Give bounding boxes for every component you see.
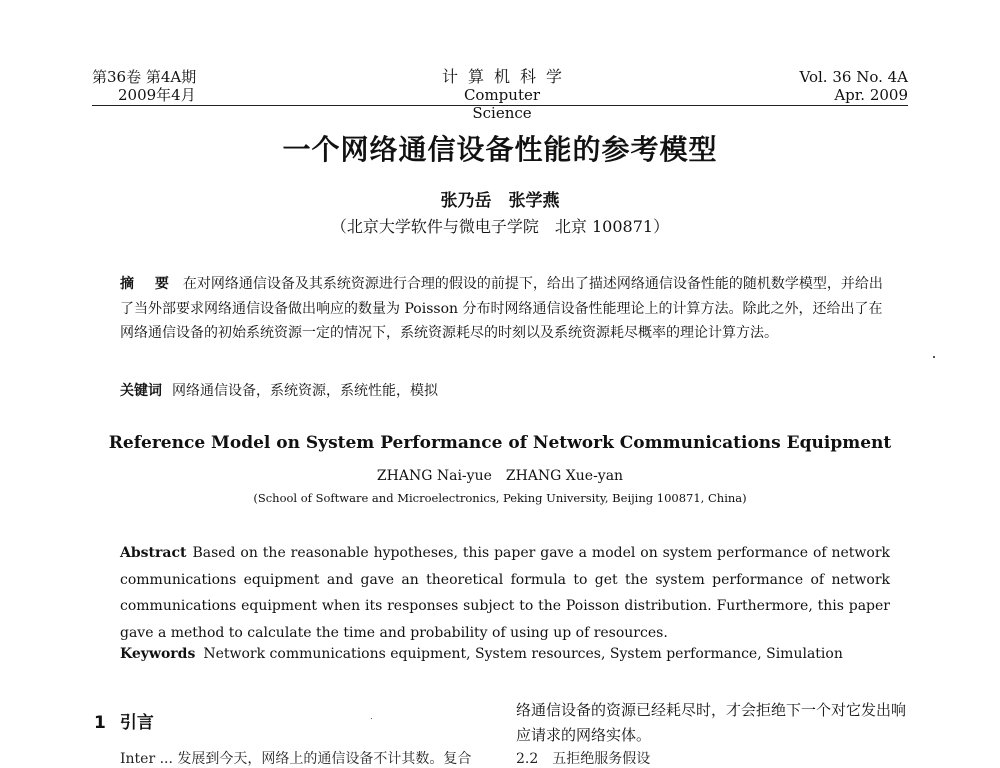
volume-cn: 第36卷 第4A期 xyxy=(92,68,197,86)
abstract-cn-label: 摘 要 xyxy=(120,276,177,292)
keywords-en xyxy=(120,646,890,662)
keywords-cn-text: 网络通信设备，系统资源，系统性能，模拟 xyxy=(172,383,438,399)
date-en: Apr. 2009 xyxy=(834,86,908,104)
keywords-cn xyxy=(120,380,890,400)
authors-en: ZHANG Nai-yue ZHANG Xue-yan xyxy=(376,468,624,484)
section-number: 1 xyxy=(94,713,106,733)
date-cn: 2009年4月 xyxy=(118,86,196,104)
authors-cn: 张乃岳 张学燕 xyxy=(440,191,560,211)
header-left xyxy=(92,68,196,104)
journal-header xyxy=(92,67,908,122)
paper-title-cn: 一个网络通信设备性能的参考模型 xyxy=(282,133,718,166)
scan-speck xyxy=(371,718,372,719)
keywords-en-text: Network communications equipment, System resources, System performance, Simulation xyxy=(203,646,843,662)
header-right xyxy=(800,68,908,104)
affiliation-en: (School of Software and Microelectronics, Peking University, Beijing 100871, China) xyxy=(253,491,747,505)
section-title: 引言 xyxy=(119,713,154,733)
abstract-en-text: Based on the reasonable hypotheses, this paper gave a model on system performance of network communications equipment and gave an theoretical formula to get the system performance of network communications equipment when its responses subject to the Poisson distribution. Furthermore, this paper gave a method to calculate the time and probability of using up of resources. xyxy=(120,545,890,641)
abstract-cn-text: 在对网络通信设备及其系统资源进行合理的假设的前提下，给出了描述网络通信设备性能的随机数学模型，并给出了当外部要求网络通信设备做出响应的数量为 Poisson 分布时网络通信设备性能理论上的计算方法。除此之外，还给出了在网络通信设备的初始系统资源一定的情况下，系统资源耗尽的时刻以及系统资源耗尽概率的理论计算方法。 xyxy=(120,276,883,341)
cut-off-line-right: 2.2 五拒绝服务假设 xyxy=(516,751,651,767)
section-heading xyxy=(94,708,154,733)
abstract-en xyxy=(120,540,890,646)
header-center xyxy=(432,68,572,122)
keywords-en-label: Keywords xyxy=(120,646,196,662)
abstract-en-label: Abstract xyxy=(120,545,187,561)
scan-speck xyxy=(933,356,935,358)
journal-name-cn: 计算机科学 xyxy=(442,67,573,86)
volume-en: Vol. 36 No. 4A xyxy=(799,68,908,86)
affiliation-cn: （北京大学软件与微电子学院 北京 100871） xyxy=(330,217,670,236)
cut-off-line-left: Inter ... 发展到今天，网络上的通信设备不计其数。复合 xyxy=(120,751,472,767)
abstract-cn xyxy=(120,272,890,346)
journal-name-en: Computer Science xyxy=(463,86,541,122)
paper-title-en: Reference Model on System Performance of Network Communications Equipment xyxy=(108,433,892,453)
keywords-cn-label: 关键词 xyxy=(120,383,162,399)
right-column-text: 络通信设备的资源已经耗尽时，才会拒绝下一个对它发出响应请求的网络实体。 xyxy=(516,701,907,744)
header-rule xyxy=(92,105,908,106)
